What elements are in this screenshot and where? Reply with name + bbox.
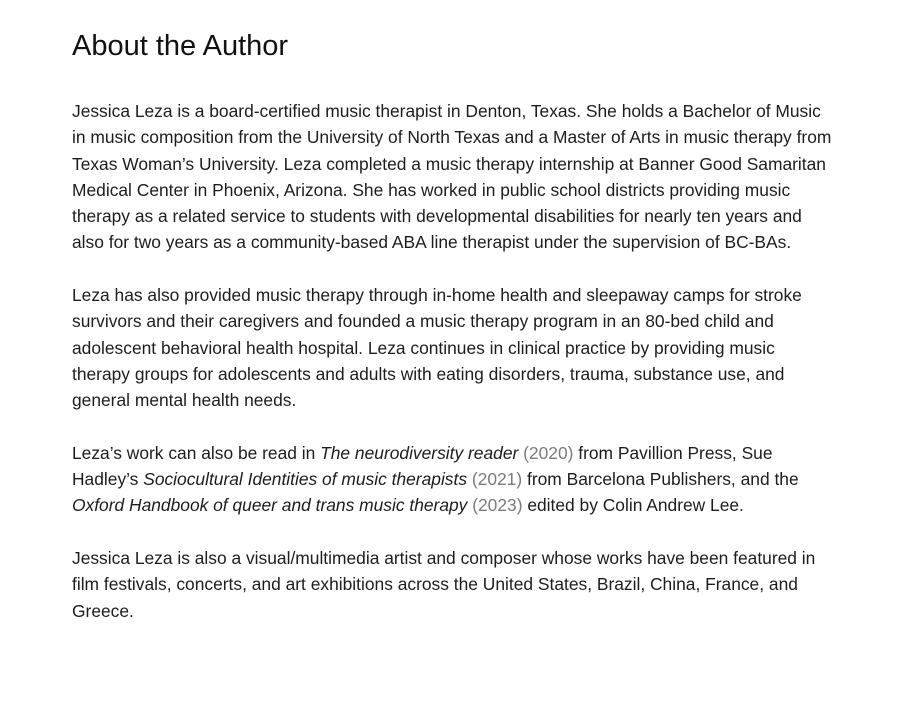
publication-publisher-pavillion: from Pavillion Press, Sue Hadley’s <box>72 442 773 490</box>
publication-title-sociocultural-identities: Sociocultural Identities of music therapists <box>143 469 468 490</box>
author-bio <box>72 98 832 624</box>
publication-publisher-barcelona: from Barcelona Publishers, and the <box>522 469 799 490</box>
publication-title-oxford-handbook: Oxford Handbook of queer and trans music therapy <box>72 495 468 516</box>
page-title: About the Author <box>72 30 289 62</box>
publication-editor: edited by Colin Andrew Lee. <box>522 495 744 516</box>
bio-paragraph-education: Jessica Leza is a board-certified music therapist in Denton, Texas. She holds a Bachelor of Music in music composition from the University of North Texas and a Master of Arts in music therapy from Texas Woman’s University. Leza completed a music therapy internship at Banner Good Samaritan Medical Center in Phoenix, Arizona. She has worked in public school districts providing music therapy as a related service to students with developmental disabilities for nearly ten years and also for two years as a community-based ABA line therapist under the supervision of BC-BAs. <box>72 101 832 253</box>
bio-paragraph-publications <box>72 440 832 519</box>
publication-year-2021: (2021) <box>471 469 523 490</box>
publications-intro: Leza’s work can also be read in <box>72 442 321 463</box>
publication-title-neurodiversity-reader: The neurodiversity reader <box>320 442 519 463</box>
bio-paragraph-artist: Jessica Leza is also a visual/multimedia artist and composer whose works have been featured in film festivals, concerts, and art exhibitions across the United States, Brazil, China, France, and Greece. <box>72 548 816 621</box>
publication-year-2020: (2020) <box>523 442 574 463</box>
bio-paragraph-clinical-practice: Leza has also provided music therapy through in-home health and sleepaway camps for stroke survivors and their caregivers and founded a music therapy program in an 80-bed child and adolescent behavioral health hospital. Leza continues in clinical practice by providing music therapy groups for adolescents and adults with eating disorders, trauma, substance use, and general mental health needs. <box>72 285 802 411</box>
publication-year-2023: (2023) <box>472 495 523 516</box>
